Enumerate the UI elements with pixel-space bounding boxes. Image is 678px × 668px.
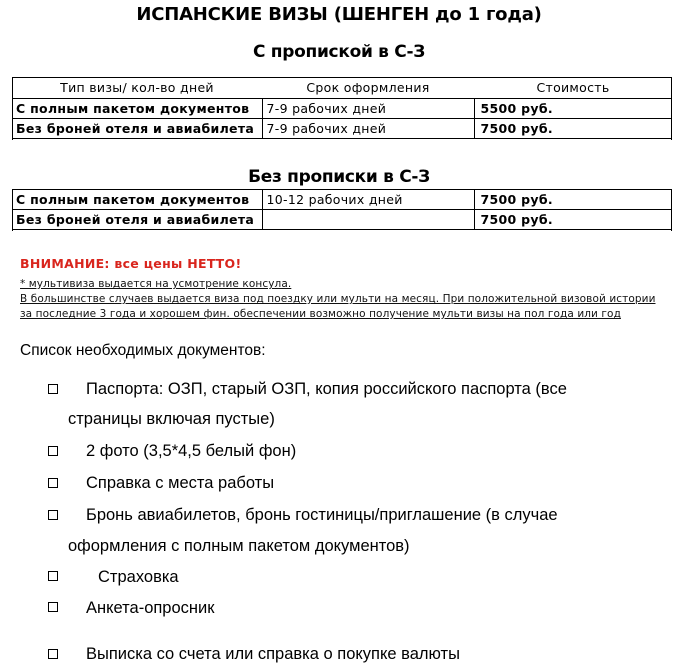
processing-time-cell: 10-12 рабочих дней: [262, 190, 474, 210]
price-cell: 7500 руб.: [474, 119, 672, 139]
checkbox[interactable]: [48, 384, 58, 394]
multivisa-note: * мультивиза выдается на усмотрение консула.: [20, 278, 292, 290]
price-cell: 7500 руб.: [474, 210, 672, 230]
header-price: Стоимость: [474, 78, 672, 99]
table-border: [12, 189, 13, 231]
checkbox[interactable]: [48, 478, 58, 488]
attention-notice: ВНИМАНИЕ: все цены НЕТТО!: [20, 256, 242, 271]
list-item-label: Выписка со счета или справка о покупке валюты: [86, 645, 460, 663]
checkbox[interactable]: [48, 510, 58, 520]
visa-terms-note: В большинстве случаев выдается виза под поездку или мульти на месяц. При положительной визовой истории за последние 3 года и хорошем фин. обеспечении возможно получение мульти визы на пол года или год: [20, 293, 656, 320]
visa-type-cell: С полным пакетом документов: [12, 99, 262, 119]
header-visa-type: Тип визы/ кол-во дней: [12, 78, 262, 99]
visa-type-cell: Без броней отеля и авиабилета: [12, 119, 262, 139]
table-header-row: [12, 78, 672, 99]
section-title-without-registration: Без прописки в С-З: [248, 167, 430, 187]
list-item-label: Паспорта: ОЗП, старый ОЗП, копия российского паспорта (все: [86, 380, 567, 398]
visa-type-cell: Без броней отеля и авиабилета: [12, 210, 262, 230]
list-item-label: Справка с места работы: [86, 474, 275, 492]
checkbox[interactable]: [48, 571, 58, 581]
prices-table-without-registration: [12, 189, 672, 230]
list-item-label-continued: оформления с полным пакетом документов): [68, 537, 410, 555]
list-item-label: Страховка: [98, 568, 179, 586]
list-item-label: Бронь авиабилетов, бронь гостиницы/приглашение (в случае: [86, 506, 558, 524]
table-row: [12, 210, 672, 230]
table-border: [671, 77, 672, 140]
table-row: [12, 119, 672, 139]
price-cell: 7500 руб.: [474, 190, 672, 210]
list-item-label: Анкета-опросник: [86, 599, 215, 617]
section-title-with-registration: С пропиской в С-З: [253, 42, 425, 62]
table-row: [12, 190, 672, 210]
list-item-label: 2 фото (3,5*4,5 белый фон): [86, 442, 297, 460]
processing-time-cell: 7-9 рабочих дней: [262, 99, 474, 119]
header-processing-time: Срок оформления: [262, 78, 474, 99]
prices-table-with-registration: [12, 77, 672, 139]
page-title: ИСПАНСКИЕ ВИЗЫ (ШЕНГЕН до 1 года): [136, 4, 542, 25]
processing-time-cell: 7-9 рабочих дней: [262, 119, 474, 139]
checkbox[interactable]: [48, 446, 58, 456]
table-border: [671, 189, 672, 231]
list-item-label-continued: страницы включая пустые): [68, 410, 275, 428]
checkbox[interactable]: [48, 649, 58, 659]
checkbox[interactable]: [48, 602, 58, 612]
price-cell: 5500 руб.: [474, 99, 672, 119]
visa-type-cell: С полным пакетом документов: [12, 190, 262, 210]
documents-list-title: Список необходимых документов:: [20, 342, 266, 359]
table-row: [12, 99, 672, 119]
table-border: [12, 77, 13, 140]
processing-time-cell: [262, 210, 474, 230]
